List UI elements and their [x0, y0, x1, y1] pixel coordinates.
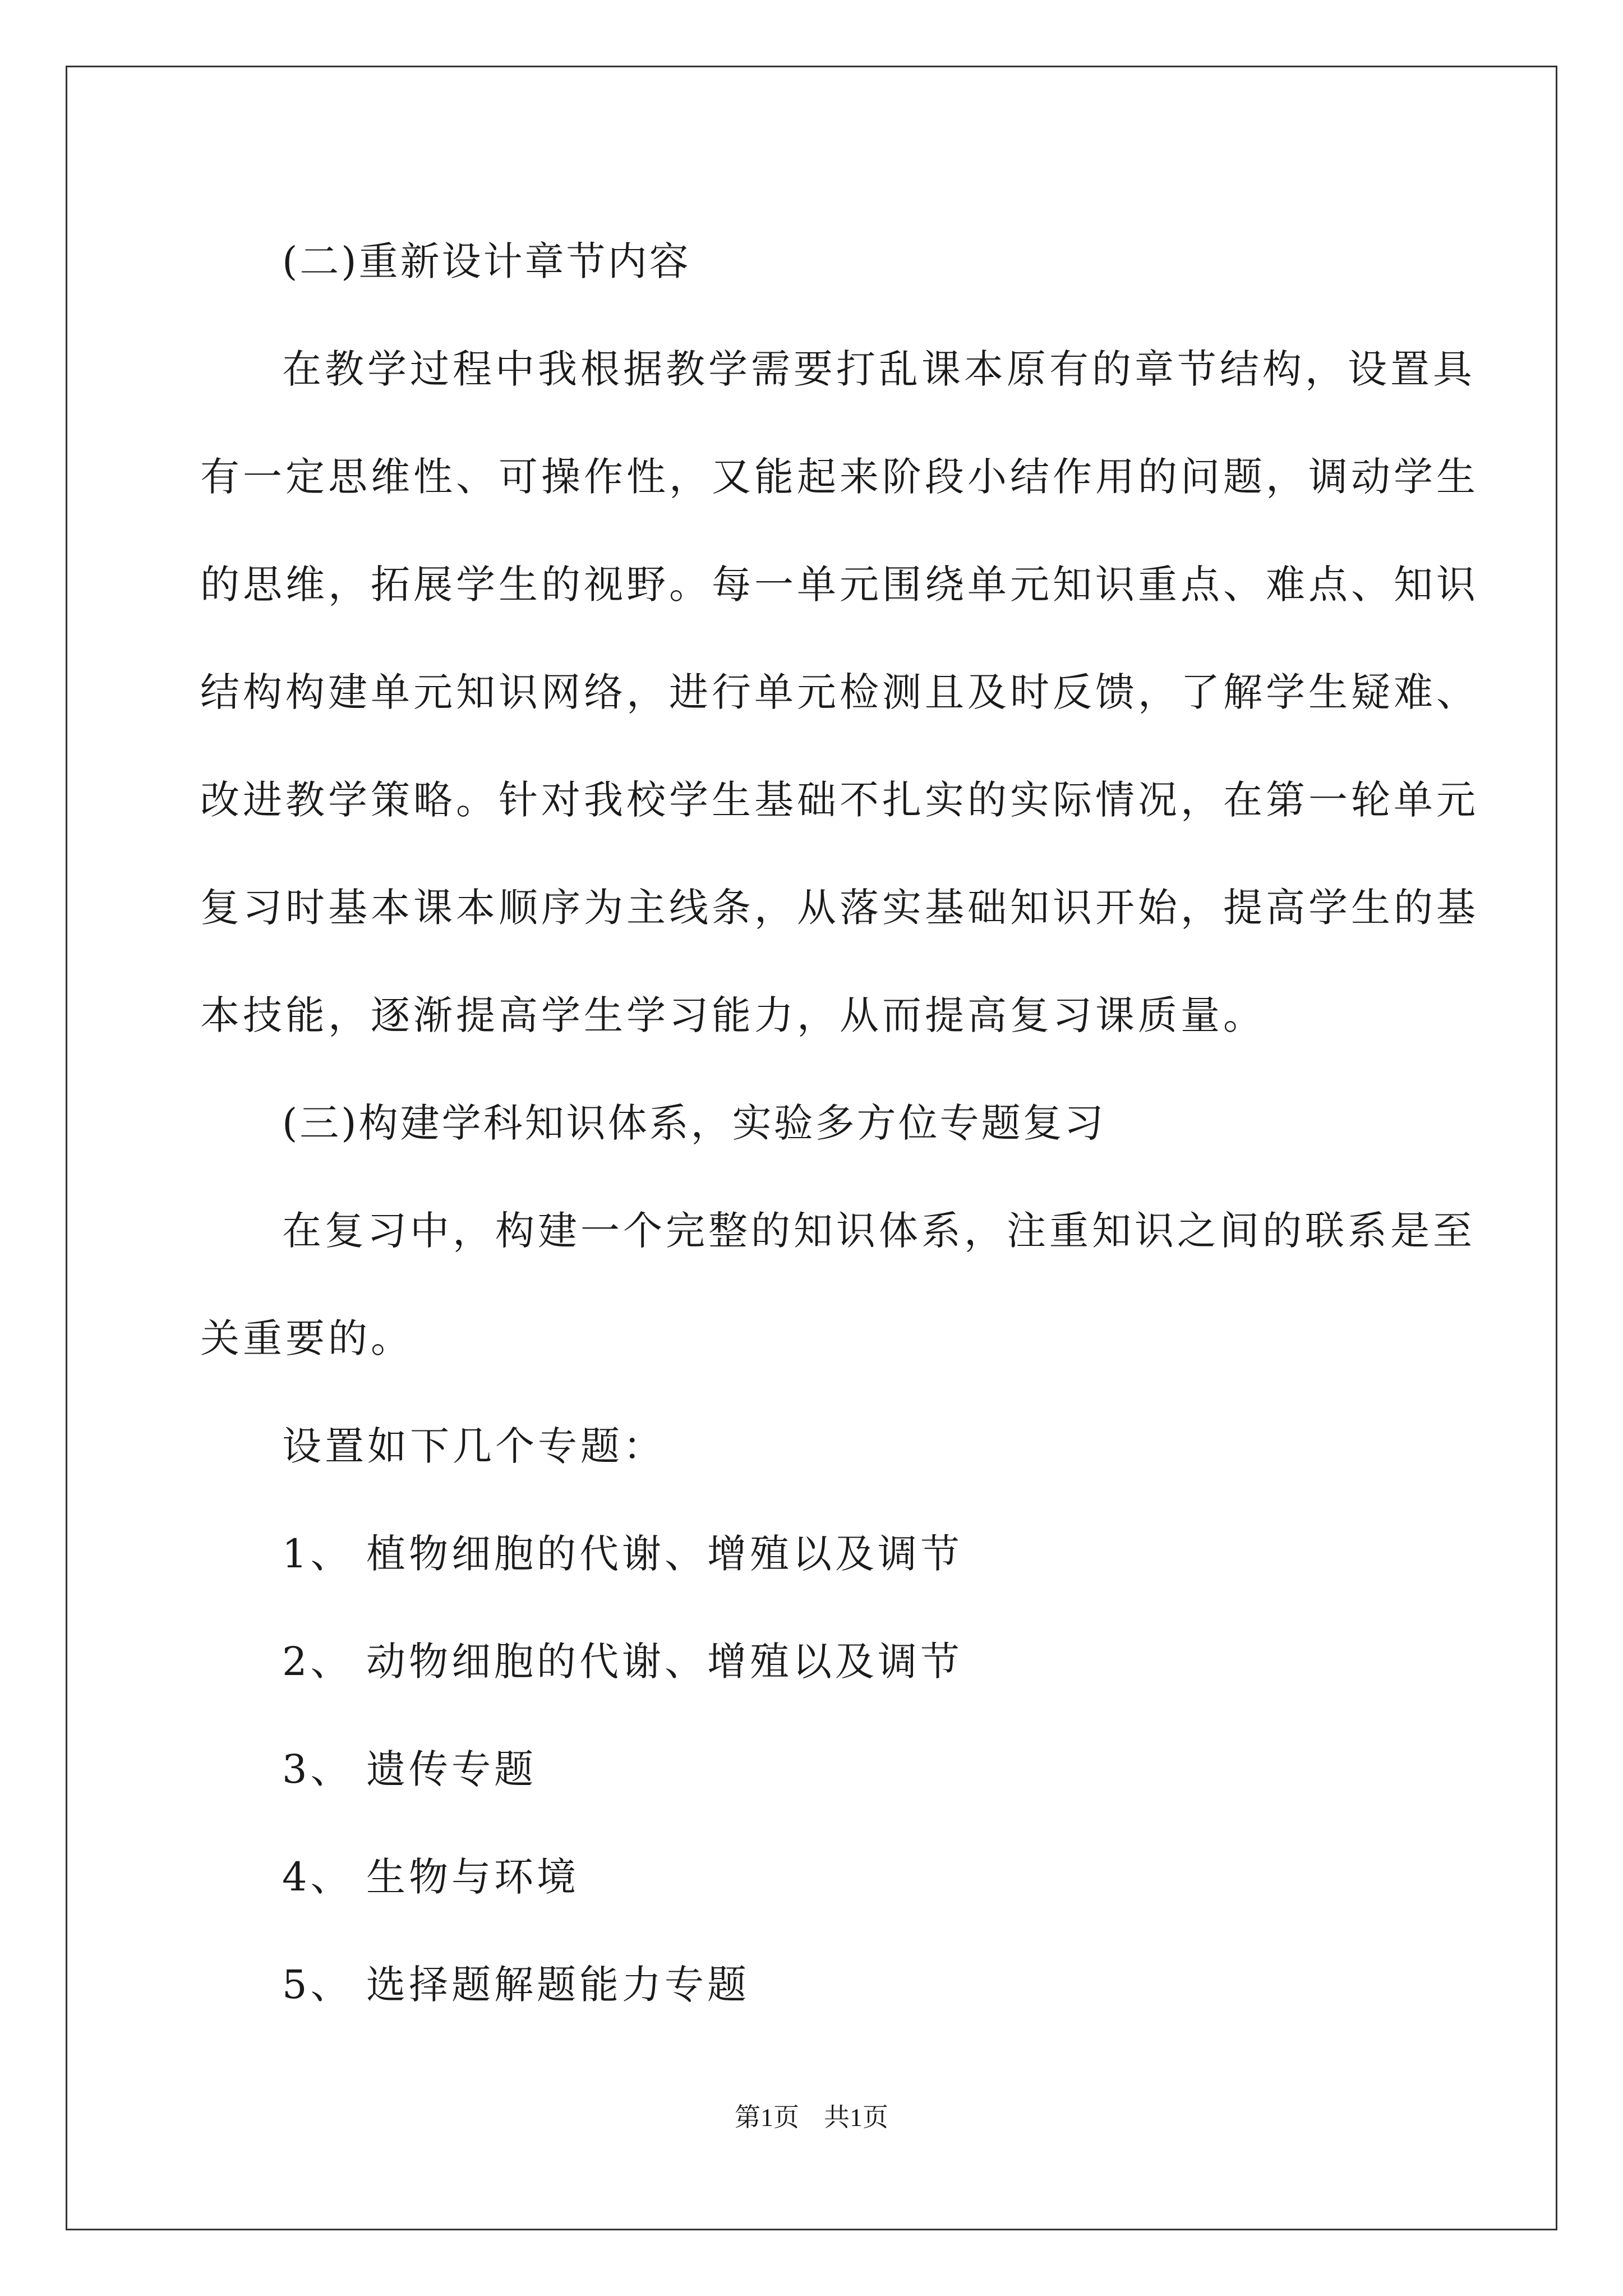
page-number-current: 第1页 — [735, 2103, 799, 2132]
section-heading-3: (三)构建学科知识体系，实验多方位专题复习 — [282, 1100, 1106, 1146]
paragraph-line: 在复习中，构建一个完整的知识体系，注重知识之间的联系是至 — [282, 1208, 1476, 1254]
paragraph-line: 有一定思维性、可操作性，又能起来阶段小结作用的问题，调动学生 — [200, 454, 1479, 500]
list-item-text: 生物与环境 — [366, 1854, 579, 1900]
list-item — [200, 1715, 1423, 1823]
paragraph-3: 设置如下几个专题： — [282, 1423, 666, 1469]
paragraph-line: 本技能，逐渐提高学生学习能力，从而提高复习课质量。 — [200, 992, 1266, 1038]
topic-list — [200, 1500, 1423, 2039]
page-footer — [0, 2097, 1623, 2134]
list-item-number: 3、 — [282, 1746, 353, 1792]
paragraph-line: 的思维，拓展学生的视野。每一单元围绕单元知识重点、难点、知识 — [200, 562, 1479, 608]
paragraph-line: 关重要的。 — [200, 1315, 413, 1361]
list-item-number: 1、 — [282, 1531, 353, 1577]
list-item-text: 植物细胞的代谢、增殖以及调节 — [366, 1531, 963, 1577]
list-item-number: 5、 — [282, 1962, 353, 2008]
list-item-number: 2、 — [282, 1639, 353, 1685]
paragraph-line: 结构构建单元知识网络，进行单元检测且及时反馈，了解学生疑难、 — [200, 669, 1479, 715]
list-item — [200, 1931, 1423, 2039]
paragraph-1 — [200, 315, 1479, 1069]
page-number-total: 共1页 — [824, 2103, 888, 2132]
list-item-number: 4、 — [282, 1854, 353, 1900]
paragraph-line: 在教学过程中我根据教学需要打乱课本原有的章节结构，设置具 — [282, 346, 1476, 392]
list-item — [200, 1500, 1423, 1608]
list-item — [200, 1608, 1423, 1715]
list-item-text: 动物细胞的代谢、增殖以及调节 — [366, 1639, 963, 1685]
list-item-text: 遗传专题 — [366, 1746, 537, 1792]
document-body — [200, 208, 1479, 2039]
paragraph-2 — [200, 1177, 1476, 1392]
section-heading-2: (二)重新设计章节内容 — [282, 238, 691, 284]
paragraph-line: 改进教学策略。针对我校学生基础不扎实的实际情况，在第一轮单元 — [200, 777, 1479, 823]
list-item-text: 选择题解题能力专题 — [366, 1962, 750, 2008]
paragraph-line: 复习时基本课本顺序为主线条，从落实基础知识开始，提高学生的基 — [200, 885, 1479, 931]
list-item — [200, 1823, 1423, 1931]
